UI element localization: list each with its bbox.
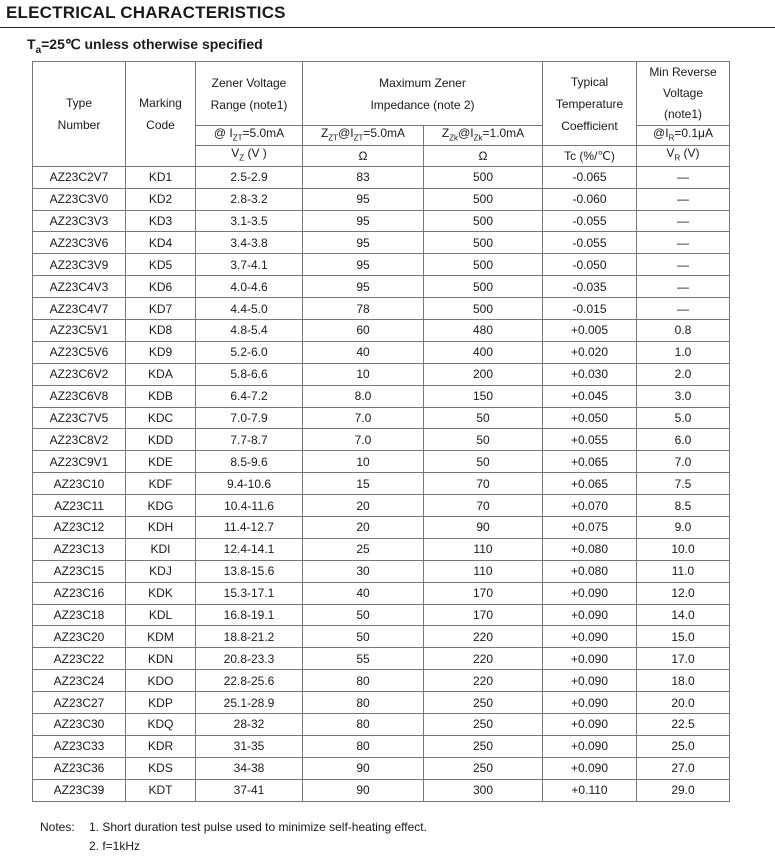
zzk-cell: 250: [424, 714, 543, 736]
marking-code-cell: KD1: [126, 166, 196, 188]
table-row: [33, 517, 730, 539]
table-row: [33, 735, 730, 757]
marking-code-cell: KDC: [126, 407, 196, 429]
temp-coeff-cell: +0.080: [543, 560, 637, 582]
zzk-cell: 200: [424, 363, 543, 385]
zener-voltage-cell: 12.4-14.1: [196, 538, 303, 560]
zzk-cell: 250: [424, 692, 543, 714]
temp-coeff-cell: -0.065: [543, 166, 637, 188]
marking-code-cell: KDJ: [126, 560, 196, 582]
reverse-voltage-cell: 3.0: [637, 385, 730, 407]
table-row: [33, 626, 730, 648]
header-vz-unit: $V_Z$ (V ): [196, 146, 303, 166]
zener-voltage-cell: 5.2-6.0: [196, 341, 303, 363]
type-number-cell: AZ23C5V1: [33, 320, 126, 342]
header-reverse-voltage: Min Reverse Voltage (note1): [637, 62, 730, 126]
marking-code-cell: KDK: [126, 582, 196, 604]
zener-voltage-cell: 18.8-21.2: [196, 626, 303, 648]
table-row: [33, 473, 730, 495]
zener-voltage-cell: 4.4-5.0: [196, 298, 303, 320]
marking-code-cell: KDT: [126, 779, 196, 801]
zzk-cell: 500: [424, 298, 543, 320]
type-number-cell: AZ23C5V6: [33, 341, 126, 363]
zener-voltage-cell: 10.4-11.6: [196, 495, 303, 517]
reverse-voltage-cell: 8.5: [637, 495, 730, 517]
title-rule: [0, 27, 775, 28]
table-row: [33, 648, 730, 670]
table-row: [33, 560, 730, 582]
zzk-cell: 50: [424, 429, 543, 451]
type-number-cell: AZ23C9V1: [33, 451, 126, 473]
table-row: [33, 341, 730, 363]
zzk-cell: 500: [424, 276, 543, 298]
reverse-voltage-cell: 14.0: [637, 604, 730, 626]
zzt-cell: 10: [303, 363, 424, 385]
table-row: [33, 779, 730, 801]
temp-coeff-cell: +0.090: [543, 648, 637, 670]
header-zener-voltage: Zener Voltage Range (note1): [196, 62, 303, 126]
marking-code-cell: KDR: [126, 735, 196, 757]
zzt-cell: 60: [303, 320, 424, 342]
temp-coeff-cell: -0.035: [543, 276, 637, 298]
temp-coeff-cell: -0.055: [543, 232, 637, 254]
temp-coeff-cell: +0.070: [543, 495, 637, 517]
zener-voltage-cell: 3.1-3.5: [196, 210, 303, 232]
header-zener-voltage-condition: @ $I_{ZT}=5.0mA$: [196, 126, 303, 146]
reverse-voltage-cell: —: [637, 210, 730, 232]
section-title: ELECTRICAL CHARACTERISTICS: [6, 3, 286, 22]
reverse-voltage-cell: 9.0: [637, 517, 730, 539]
type-number-cell: AZ23C4V3: [33, 276, 126, 298]
zener-voltage-cell: 7.0-7.9: [196, 407, 303, 429]
reverse-voltage-cell: —: [637, 254, 730, 276]
reverse-voltage-cell: 1.0: [637, 341, 730, 363]
table-row: [33, 429, 730, 451]
zzk-cell: 220: [424, 626, 543, 648]
type-number-cell: AZ23C3V6: [33, 232, 126, 254]
temp-coeff-cell: +0.110: [543, 779, 637, 801]
reverse-voltage-cell: 10.0: [637, 538, 730, 560]
table-row: [33, 254, 730, 276]
header-tc-unit: Tc (%/℃): [543, 146, 637, 166]
temp-coeff-cell: +0.090: [543, 582, 637, 604]
marking-code-cell: KD5: [126, 254, 196, 276]
zzk-cell: 50: [424, 451, 543, 473]
type-number-cell: AZ23C22: [33, 648, 126, 670]
temp-coeff-cell: -0.015: [543, 298, 637, 320]
marking-code-cell: KDG: [126, 495, 196, 517]
zzt-cell: 80: [303, 714, 424, 736]
reverse-voltage-cell: 18.0: [637, 670, 730, 692]
type-number-cell: AZ23C30: [33, 714, 126, 736]
zener-voltage-cell: 5.8-6.6: [196, 363, 303, 385]
reverse-voltage-cell: 20.0: [637, 692, 730, 714]
zzk-cell: 150: [424, 385, 543, 407]
zzt-cell: 95: [303, 188, 424, 210]
reverse-voltage-cell: —: [637, 188, 730, 210]
header-type-number: Type Number: [33, 62, 126, 167]
table-row: [33, 495, 730, 517]
temp-coeff-cell: +0.065: [543, 473, 637, 495]
zzt-cell: 80: [303, 692, 424, 714]
reverse-voltage-cell: 6.0: [637, 429, 730, 451]
zzk-cell: 220: [424, 648, 543, 670]
temp-coeff-cell: +0.090: [543, 670, 637, 692]
marking-code-cell: KDF: [126, 473, 196, 495]
marking-code-cell: KDB: [126, 385, 196, 407]
header-zzk-unit: Ω: [424, 146, 543, 166]
zzt-cell: 40: [303, 341, 424, 363]
zzt-cell: 83: [303, 166, 424, 188]
zener-voltage-cell: 22.8-25.6: [196, 670, 303, 692]
zzt-cell: 25: [303, 538, 424, 560]
reverse-voltage-cell: 15.0: [637, 626, 730, 648]
marking-code-cell: KDN: [126, 648, 196, 670]
type-number-cell: AZ23C12: [33, 517, 126, 539]
marking-code-cell: KD7: [126, 298, 196, 320]
table-row: [33, 363, 730, 385]
table-body: [33, 166, 730, 801]
reverse-voltage-cell: 11.0: [637, 560, 730, 582]
type-number-cell: AZ23C11: [33, 495, 126, 517]
header-zzt-condition: $Z_{ZT}@I_{ZT}=5.0mA$: [303, 126, 424, 146]
temp-coeff-cell: +0.090: [543, 735, 637, 757]
header-reverse-condition: $@I_R=0.1\mu A$: [637, 126, 730, 146]
marking-code-cell: KDQ: [126, 714, 196, 736]
table-row: [33, 407, 730, 429]
type-number-cell: AZ23C24: [33, 670, 126, 692]
zzt-cell: 15: [303, 473, 424, 495]
notes-label: Notes:: [40, 820, 75, 834]
table-row: [33, 320, 730, 342]
electrical-characteristics-table: [32, 61, 730, 802]
zzt-cell: 80: [303, 670, 424, 692]
reverse-voltage-cell: —: [637, 298, 730, 320]
reverse-voltage-cell: —: [637, 166, 730, 188]
table-row: [33, 538, 730, 560]
header-temp-coefficient: Typical Temperature Coefficient: [543, 62, 637, 146]
zener-voltage-cell: 13.8-15.6: [196, 560, 303, 582]
zzt-cell: 90: [303, 779, 424, 801]
zener-voltage-cell: 2.8-3.2: [196, 188, 303, 210]
zzk-cell: 500: [424, 210, 543, 232]
reverse-voltage-cell: 27.0: [637, 757, 730, 779]
zzk-cell: 480: [424, 320, 543, 342]
marking-code-cell: KD6: [126, 276, 196, 298]
zzk-cell: 400: [424, 341, 543, 363]
zener-voltage-cell: 11.4-12.7: [196, 517, 303, 539]
temp-coeff-cell: +0.080: [543, 538, 637, 560]
note-2: 2. f=1kHz: [89, 839, 141, 853]
marking-code-cell: KDM: [126, 626, 196, 648]
zener-voltage-cell: 4.8-5.4: [196, 320, 303, 342]
type-number-cell: AZ23C10: [33, 473, 126, 495]
type-number-cell: AZ23C36: [33, 757, 126, 779]
zener-voltage-cell: 28-32: [196, 714, 303, 736]
type-number-cell: AZ23C2V7: [33, 166, 126, 188]
temp-coeff-cell: +0.090: [543, 692, 637, 714]
header-max-impedance: Maximum Zener Impedance (note 2): [303, 62, 543, 126]
type-number-cell: AZ23C20: [33, 626, 126, 648]
zener-voltage-cell: 7.7-8.7: [196, 429, 303, 451]
zener-voltage-cell: 4.0-4.6: [196, 276, 303, 298]
temp-coeff-cell: -0.060: [543, 188, 637, 210]
note-1: 1. Short duration test pulse used to minimize self-heating effect.: [89, 820, 427, 834]
test-condition: $T_a=25℃$ unless otherwise specified: [27, 36, 263, 56]
zener-voltage-cell: 15.3-17.1: [196, 582, 303, 604]
table-row: [33, 692, 730, 714]
marking-code-cell: KDE: [126, 451, 196, 473]
zzk-cell: 500: [424, 166, 543, 188]
zzk-cell: 170: [424, 604, 543, 626]
zener-voltage-cell: 31-35: [196, 735, 303, 757]
reverse-voltage-cell: 17.0: [637, 648, 730, 670]
type-number-cell: AZ23C18: [33, 604, 126, 626]
type-number-cell: AZ23C3V3: [33, 210, 126, 232]
header-zzk-condition: $Z_{Zk}@I_{Zk}=1.0mA$: [424, 126, 543, 146]
zzt-cell: 7.0: [303, 429, 424, 451]
zzk-cell: 170: [424, 582, 543, 604]
temp-coeff-cell: +0.030: [543, 363, 637, 385]
zzk-cell: 110: [424, 560, 543, 582]
marking-code-cell: KDH: [126, 517, 196, 539]
table-row: [33, 451, 730, 473]
table-row: [33, 188, 730, 210]
temp-coeff-cell: +0.090: [543, 604, 637, 626]
marking-code-cell: KDA: [126, 363, 196, 385]
type-number-cell: AZ23C6V2: [33, 363, 126, 385]
zener-voltage-cell: 20.8-23.3: [196, 648, 303, 670]
temp-coeff-cell: +0.090: [543, 626, 637, 648]
marking-code-cell: KD3: [126, 210, 196, 232]
temp-coeff-cell: +0.050: [543, 407, 637, 429]
zzk-cell: 250: [424, 757, 543, 779]
header-vr-unit: $V_R$ (V): [637, 146, 730, 166]
marking-code-cell: KDD: [126, 429, 196, 451]
temp-coeff-cell: -0.050: [543, 254, 637, 276]
zener-voltage-cell: 34-38: [196, 757, 303, 779]
reverse-voltage-cell: 25.0: [637, 735, 730, 757]
temp-coeff-cell: +0.090: [543, 714, 637, 736]
reverse-voltage-cell: 2.0: [637, 363, 730, 385]
zzt-cell: 55: [303, 648, 424, 670]
zzt-cell: 50: [303, 604, 424, 626]
type-number-cell: AZ23C27: [33, 692, 126, 714]
zzt-cell: 80: [303, 735, 424, 757]
zzk-cell: 500: [424, 188, 543, 210]
marking-code-cell: KDS: [126, 757, 196, 779]
zzk-cell: 90: [424, 517, 543, 539]
temp-coeff-cell: +0.020: [543, 341, 637, 363]
zener-voltage-cell: 9.4-10.6: [196, 473, 303, 495]
temp-coeff-cell: +0.090: [543, 757, 637, 779]
type-number-cell: AZ23C7V5: [33, 407, 126, 429]
type-number-cell: AZ23C16: [33, 582, 126, 604]
zener-voltage-cell: 3.7-4.1: [196, 254, 303, 276]
temp-coeff-cell: +0.045: [543, 385, 637, 407]
zzt-cell: 8.0: [303, 385, 424, 407]
marking-code-cell: KD8: [126, 320, 196, 342]
table-row: [33, 166, 730, 188]
reverse-voltage-cell: 12.0: [637, 582, 730, 604]
table-row: [33, 714, 730, 736]
temp-coeff-cell: +0.065: [543, 451, 637, 473]
table-row: [33, 232, 730, 254]
marking-code-cell: KDI: [126, 538, 196, 560]
table-row: [33, 210, 730, 232]
table-row: [33, 298, 730, 320]
zzt-cell: 20: [303, 517, 424, 539]
type-number-cell: AZ23C4V7: [33, 298, 126, 320]
zzk-cell: 220: [424, 670, 543, 692]
zzk-cell: 250: [424, 735, 543, 757]
reverse-voltage-cell: 29.0: [637, 779, 730, 801]
zener-voltage-cell: 8.5-9.6: [196, 451, 303, 473]
zzt-cell: 50: [303, 626, 424, 648]
temp-coeff-cell: +0.005: [543, 320, 637, 342]
reverse-voltage-cell: 7.0: [637, 451, 730, 473]
table-row: [33, 385, 730, 407]
zener-voltage-cell: 25.1-28.9: [196, 692, 303, 714]
zzk-cell: 70: [424, 473, 543, 495]
zener-voltage-cell: 16.8-19.1: [196, 604, 303, 626]
type-number-cell: AZ23C13: [33, 538, 126, 560]
reverse-voltage-cell: —: [637, 232, 730, 254]
reverse-voltage-cell: 5.0: [637, 407, 730, 429]
reverse-voltage-cell: 7.5: [637, 473, 730, 495]
zzt-cell: 95: [303, 276, 424, 298]
zzt-cell: 78: [303, 298, 424, 320]
reverse-voltage-cell: 0.8: [637, 320, 730, 342]
type-number-cell: AZ23C39: [33, 779, 126, 801]
reverse-voltage-cell: 22.5: [637, 714, 730, 736]
zzk-cell: 300: [424, 779, 543, 801]
zener-voltage-cell: 37-41: [196, 779, 303, 801]
notes: [40, 818, 427, 856]
zzk-cell: 500: [424, 232, 543, 254]
marking-code-cell: KD2: [126, 188, 196, 210]
header-marking-code: Marking Code: [126, 62, 196, 167]
marking-code-cell: KD4: [126, 232, 196, 254]
type-number-cell: AZ23C33: [33, 735, 126, 757]
zzt-cell: 95: [303, 232, 424, 254]
type-number-cell: AZ23C6V8: [33, 385, 126, 407]
zzt-cell: 10: [303, 451, 424, 473]
marking-code-cell: KDO: [126, 670, 196, 692]
zzk-cell: 110: [424, 538, 543, 560]
temp-coeff-cell: +0.055: [543, 429, 637, 451]
type-number-cell: AZ23C3V0: [33, 188, 126, 210]
zzk-cell: 70: [424, 495, 543, 517]
marking-code-cell: KD9: [126, 341, 196, 363]
marking-code-cell: KDL: [126, 604, 196, 626]
zener-voltage-cell: 6.4-7.2: [196, 385, 303, 407]
temp-coeff-cell: -0.055: [543, 210, 637, 232]
table-row: [33, 276, 730, 298]
reverse-voltage-cell: —: [637, 276, 730, 298]
header-zzt-unit: Ω: [303, 146, 424, 166]
zener-voltage-cell: 3.4-3.8: [196, 232, 303, 254]
zzk-cell: 500: [424, 254, 543, 276]
table-row: [33, 670, 730, 692]
type-number-cell: AZ23C8V2: [33, 429, 126, 451]
zzt-cell: 7.0: [303, 407, 424, 429]
zzt-cell: 95: [303, 210, 424, 232]
type-number-cell: AZ23C15: [33, 560, 126, 582]
table-row: [33, 757, 730, 779]
marking-code-cell: KDP: [126, 692, 196, 714]
table-row: [33, 604, 730, 626]
zzt-cell: 20: [303, 495, 424, 517]
type-number-cell: AZ23C3V9: [33, 254, 126, 276]
zzk-cell: 50: [424, 407, 543, 429]
zzt-cell: 40: [303, 582, 424, 604]
temp-coeff-cell: +0.075: [543, 517, 637, 539]
table-row: [33, 582, 730, 604]
zzt-cell: 30: [303, 560, 424, 582]
zzt-cell: 95: [303, 254, 424, 276]
zener-voltage-cell: 2.5-2.9: [196, 166, 303, 188]
zzt-cell: 90: [303, 757, 424, 779]
